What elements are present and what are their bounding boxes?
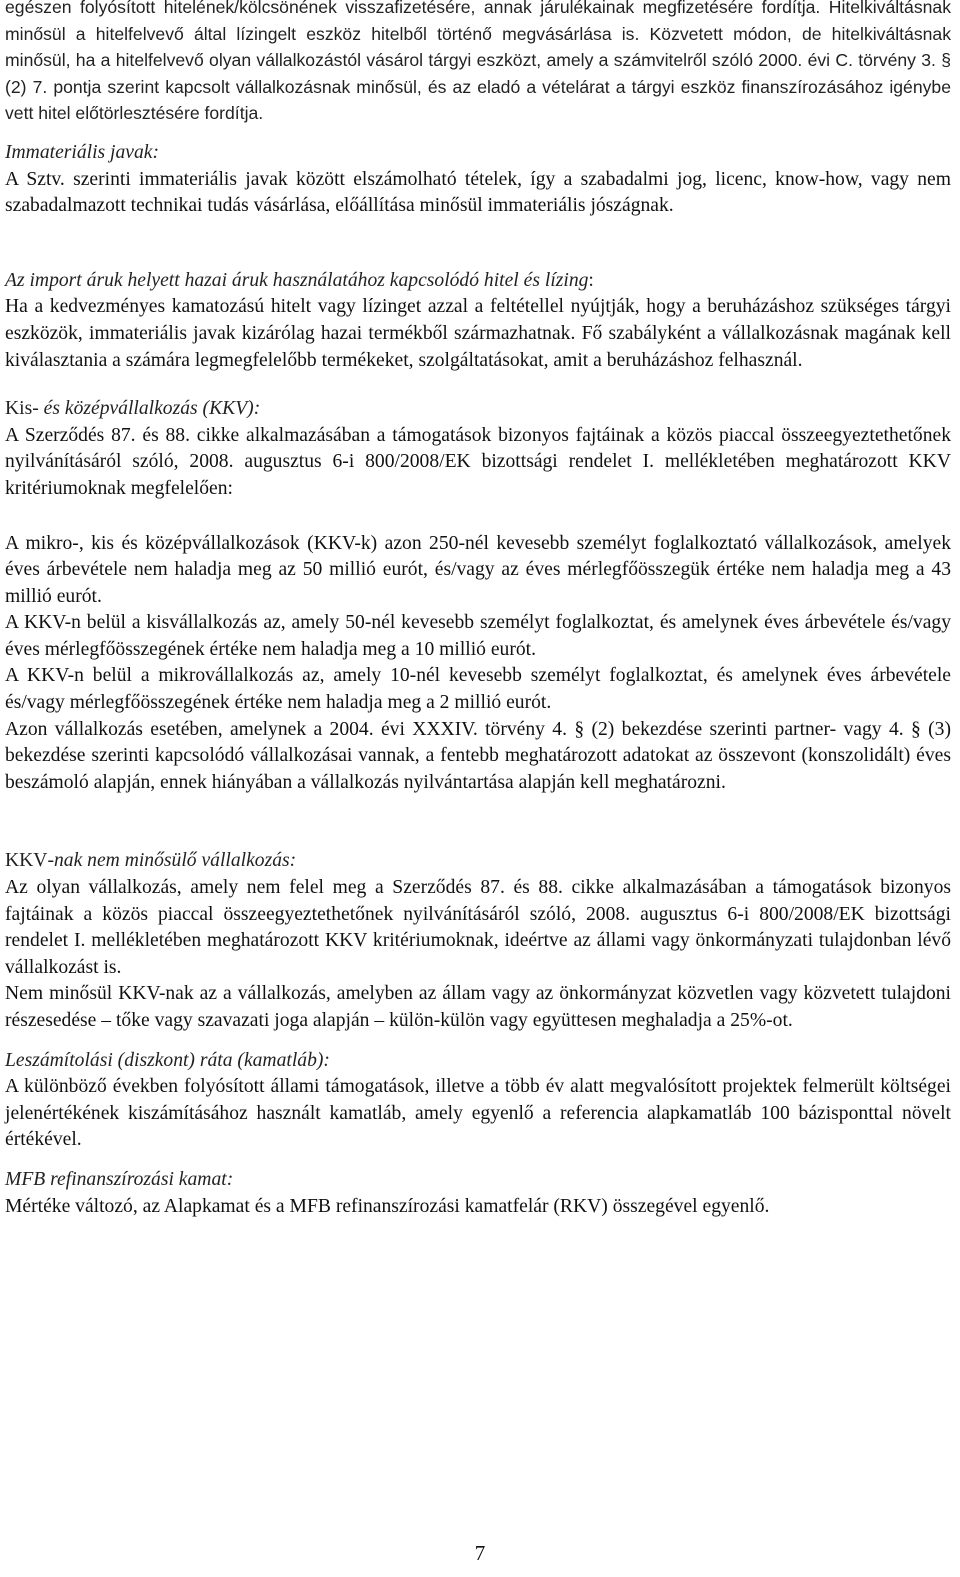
kkv-definition-sme: A mikro-, kis és középvállalkozások (KKV-k) azon 250-nél kevesebb személyt foglalkoztató vállalkozások, amelyek éves árbevétele nem haladja meg az 50 millió eurót, és/vagy az éves mérlegfőösszegük értéke nem haladja meg a 43 millió eurót. [5,532,951,607]
non-kkv-heading-text: -nak nem minősülő vállalkozás: [47,850,297,872]
page-number: 7 [474,1541,486,1565]
import-paragraph: Ha a kedvezményes kamatozású hitelt vagy lízinget azzal a feltétellel nyújtják, hogy a beruházáshoz szükséges tárgyi eszközök, immateriális javak kizárólag hazai termékből származhatnak. Fő szabályként a vállalkozásnak magának kell kiválasztania a számára legmegfelelőbb termékeket, szolgáltatásokat, amit a beruházáshoz felhasznál. [5,296,951,371]
non-kkv-paragraph-1: Az olyan vállalkozás, amely nem felel meg a Szerződés 87. és 88. cikke alkalmazásában a támogatások bizonyos fajtáinak a közös piaccal összeegyeztethetőnek nyilvánításáról szóló, 2008. augusztus 6-i 800/2008/EK bizottsági rendelet I. mellékletében meghatározott KKV kritériumoknak, ideértve az állami vagy önkormányzati tulajdonban lévő vállalkozást is. [5,877,951,978]
kkv-definition-micro: A KKV-n belül a mikrovállalkozás az, amely 10-nél kevesebb személyt foglalkoztat, és amelynek éves árbevétele és/vagy mérlegfőösszegének értéke nem haladja meg a 2 millió eurót. [5,665,951,714]
immaterial-paragraph: A Sztv. szerinti immateriális javak között elszámolható tételek, így a szabadalmi jog, licenc, know-how, vagy nem szabadalmazott technikai tudás vásárlása, előállítása minősül immateriális jószágnak. [5,168,951,217]
kkv-intro-paragraph: A Szerződés 87. és 88. cikke alkalmazásában a támogatások bizonyos fajtáinak a közös piaccal összeegyeztethetőnek nyilvánításáról szóló, 2008. augusztus 6-i 800/2008/EK bizottsági rendelet I. mellékletében meghatározott KKV kritériumoknak megfelelően: [5,424,951,499]
intro-paragraph: egészen folyósított hitelének/kölcsönének visszafizetésére, annak járulékainak megfizetésére fordítja. Hitelkiváltásnak minősül a hitelfelvevő által lízingelt eszköz hitelből történő megvásárlása is. Közvetett módon, de hitelkiváltásnak minősül, ha a hitelfelvevő olyan vállalkozástól vásárol tárgyi eszközt, amely a számvitelről szóló 2000. évi C. törvény 3. § (2) 7. pontja szerint kapcsolt vállalkozásnak minősül, és az eladó a vételárat a tárgyi eszköz finanszírozásához igénybe vett hitel előtörlesztésére fordítja. [5,0,951,124]
non-kkv-heading-prefix: KKV [5,850,48,872]
mfb-heading: MFB refinanszírozási kamat: [5,1168,234,1190]
immaterial-heading: Immateriális javak: [5,141,159,163]
import-heading-colon: : [588,269,594,291]
import-heading [5,268,951,295]
non-kkv-heading [5,848,951,875]
non-kkv-paragraph-2: Nem minősül KKV-nak az a vállalkozás, amelyben az állam vagy az önkormányzat közvetlen vagy közvetett tulajdoni részesedése – tőke vagy szavazati joga alapján – külön-külön vagy együttesen meghaladja a 25%-ot. [5,983,951,1031]
mfb-paragraph: Mértéke változó, az Alapkamat és a MFB refinanszírozási kamatfelár (RKV) összegével egyenlő. [5,1195,770,1217]
discount-heading: Leszámítolási (diszkont) ráta (kamatláb): [5,1049,330,1071]
kkv-definition-small: A KKV-n belül a kisvállalkozás az, amely 50-nél kevesebb személyt foglalkoztat, és amelynek éves árbevétele és/vagy éves mérlegfőösszegének értéke nem haladja meg a 10 millió eurót. [5,612,951,660]
kkv-heading-prefix: Kis- [5,398,44,420]
kkv-definition-linked: Azon vállalkozás esetében, amelynek a 2004. évi XXXIV. törvény 4. § (2) bekezdése szerinti partner- vagy 4. § (3) bekezdése szerinti kapcsolódó vállalkozásai vannak, a fentebb meghatározott adatokat az összevont (konszolidált) éves beszámoló alapján, ennek hiányában a vállalkozás nyilvántartása alapján kell meghatározni. [5,718,951,793]
discount-paragraph: A különböző években folyósított állami támogatások, illetve a több év alatt megvalósított projektek felmerült költségei jelenértékének kiszámításához használt kamatláb, amely egyenlő a referencia alapkamatláb 100 bázisponttal növelt értékével. [5,1076,951,1151]
kkv-heading [5,396,951,423]
kkv-heading-text: és középvállalkozás (KKV): [43,398,261,420]
import-heading-text: Az import áruk helyett hazai áruk használatához kapcsolódó hitel és lízing [5,269,589,291]
document-page [5,0,951,1220]
